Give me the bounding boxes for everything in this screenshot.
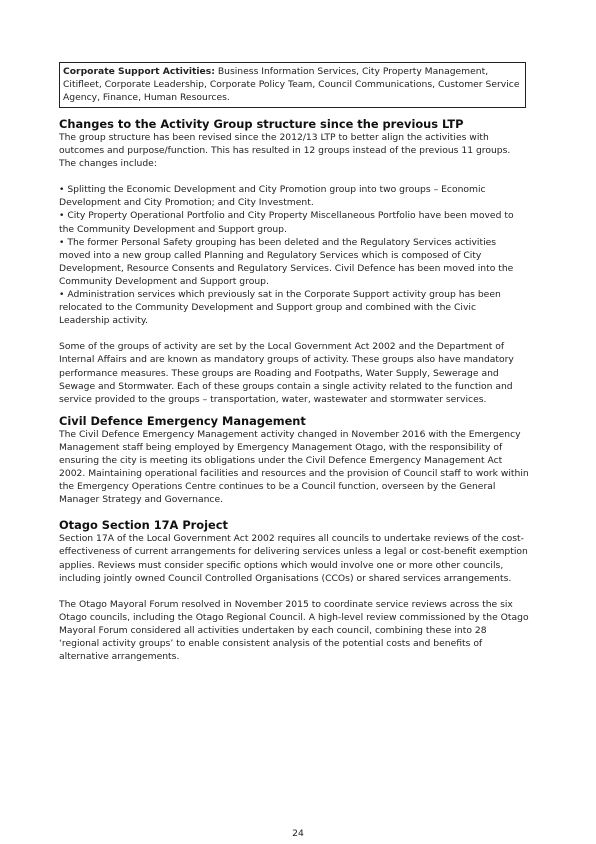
bullet-item: • The former Personal Safety grouping has been deleted and the Regulatory Services activities moved into a new group called Planning and Regulatory Services which is composed of City Development, Resource Consents and Regulatory Services. Civil Defence has been moved into the Community Development and Support group. <box>59 236 514 287</box>
section1-para2: Some of the groups of activity are set by the Local Government Act 2002 and the Department of Internal Affairs and are known as mandatory groups of activity. These groups also have mandatory performance measures. These groups are Roading and Footpaths, Water Supply, Sewerage and Sewage and Stormwater. Each of these groups contain a single activity related to the function and service provided to the groups – transportation, water, wastewater and stormwater services. <box>59 341 514 405</box>
main-content <box>59 117 529 663</box>
section3-para1: Section 17A of the Local Government Act 2002 requires all councils to undertake reviews of the cost-effectiveness of current arrangements for delivering services unless a legal or cost-benefit exemption applies. Reviews must consider specific options which would involve one or more other councils, including jointly owned Council Controlled Organisations (CCOs) or shared services arrangements. <box>59 533 528 584</box>
section-heading-activity-group: Changes to the Activity Group structure since the previous LTP <box>59 117 464 131</box>
bullet-item: • Administration services which previously sat in the Corporate Support activity group has been relocated to the Community Development and Support group and combined with the Civic Leadership activity. <box>59 289 501 327</box>
bullet-item: • Splitting the Economic Development and City Promotion group into two groups – Economic Development and City Promotion; and City Investment. <box>59 184 486 209</box>
corporate-support-text: Business Information Services, City Property Management, Citifleet, Corporate Leadership, Corporate Policy Team, Council Communications, Customer Service Agency, Finance, Human Resources. <box>63 66 520 103</box>
section3-para2: The Otago Mayoral Forum resolved in November 2015 to coordinate service reviews across the six Otago councils, including the Otago Regional Council. A high-level review commissioned by the Otago Mayoral Forum considered all activities undertaken by each council, combining these into 28 ‘regional activity groups’ to enable consistent analysis of the potential costs and benefits of alternative arrangements. <box>59 598 529 663</box>
corporate-support-label: Corporate Support Activities: <box>63 66 215 77</box>
corporate-support-box <box>59 62 526 108</box>
section-heading-section-17a: Otago Section 17A Project <box>59 518 228 533</box>
section1-changes-label: The changes include: <box>59 158 157 170</box>
bullet-item: • City Property Operational Portfolio and City Property Miscellaneous Portfolio have been moved to the Community Development and Support group. <box>59 210 514 235</box>
section1-intro: The group structure has been revised since the 2012/13 LTP to better align the activities with outcomes and purpose/function. This has resulted in 12 groups instead of the previous 11 groups. <box>59 132 511 157</box>
page-number: 24 <box>292 828 304 839</box>
section2-para: The Civil Defence Emergency Management activity changed in November 2016 with the Emergency Management staff being employed by Emergency Management Otago, with the responsibility of ensuring the city is meeting its obligations under the Civil Defence Emergency Management Act 2002. Maintaining operational facilities and resources and the provision of Council staff to work within the Emergency Operations Centre continues to be a Council function, overseen by the General Manager Strategy and Governance. <box>59 428 529 506</box>
section-heading-civil-defence: Civil Defence Emergency Management <box>59 413 306 428</box>
